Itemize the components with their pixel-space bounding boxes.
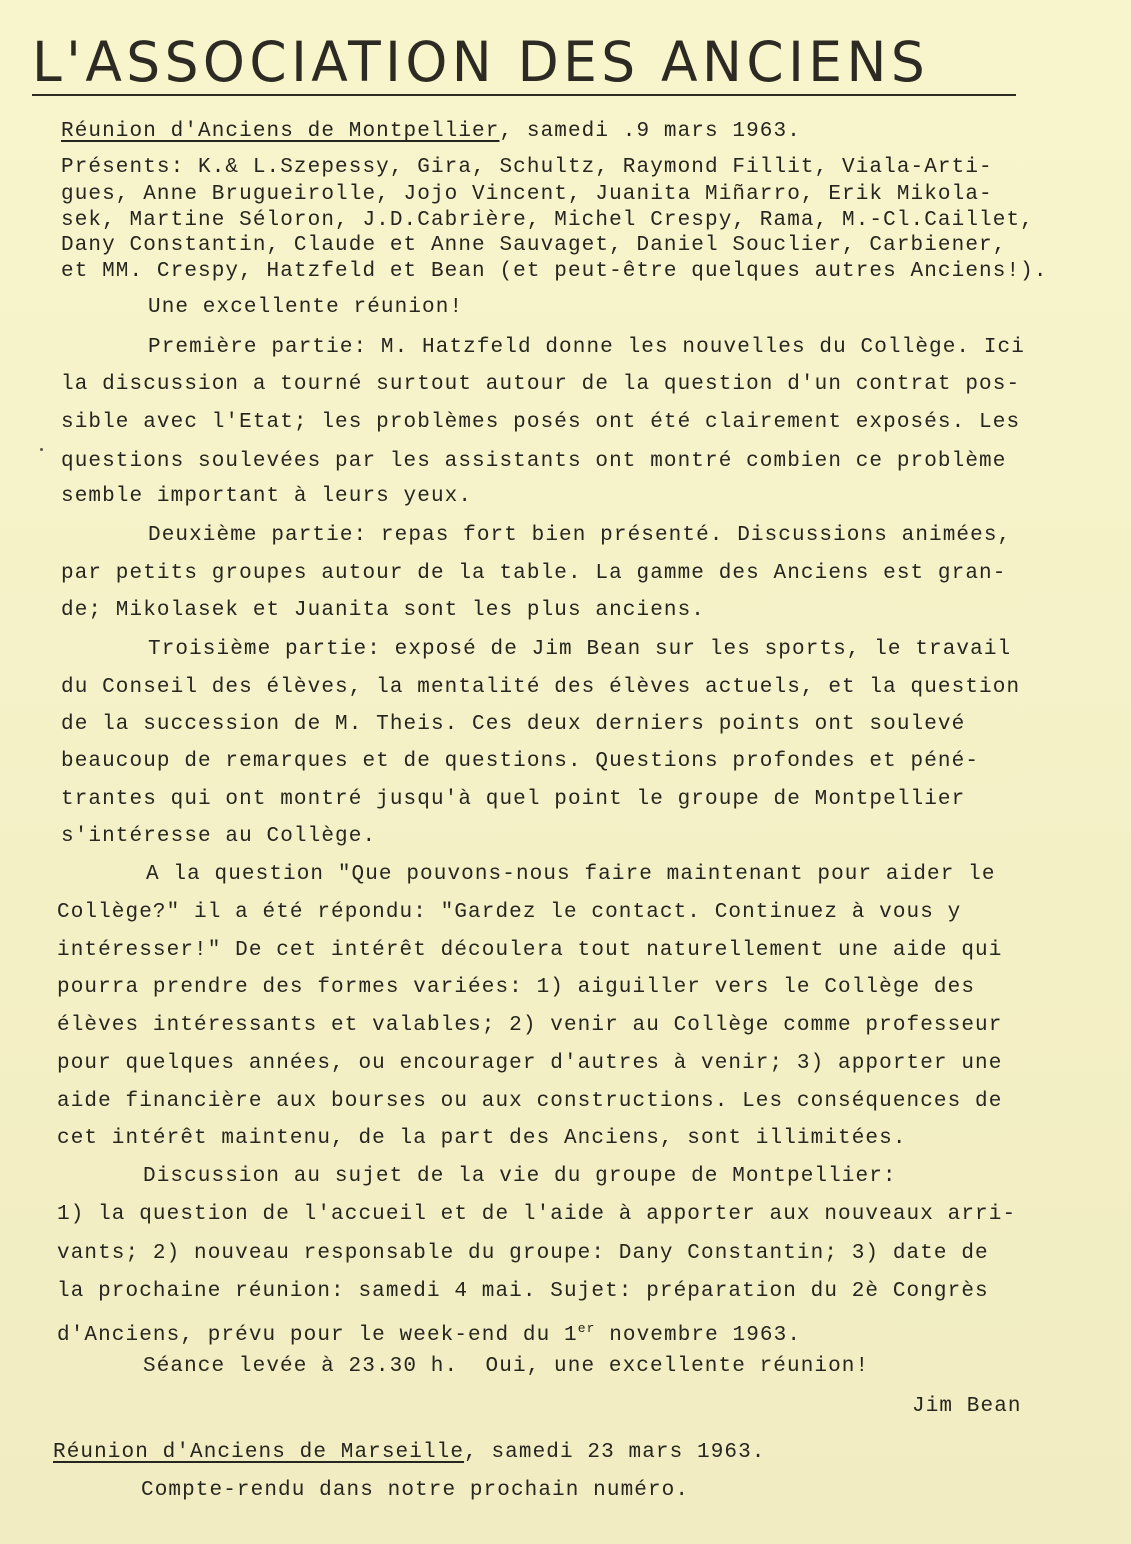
paragraph-line: par petits groupes autour de la table. La gamme des Anciens est gran-: [61, 562, 1007, 585]
paper-speck: [40, 448, 43, 451]
marseille-heading: Réunion d'Anciens de Marseille: [53, 1441, 465, 1464]
presents-line: sek, Martine Séloron, J.D.Cabrière, Michel Crespy, Rama, M.-Cl.Caillet,: [61, 209, 1034, 232]
masthead-underline: [32, 94, 1016, 96]
paragraph-line: de; Mikolasek et Juanita sont les plus anciens.: [61, 599, 705, 622]
marseille-heading-line: [53, 1440, 766, 1466]
paragraph-line: s'intéresse au Collège.: [61, 825, 377, 848]
paragraph-line: Discussion au sujet de la vie du groupe de Montpellier:: [143, 1165, 897, 1188]
paragraph-line: Deuxième partie: repas fort bien présenté. Discussions animées,: [148, 524, 1012, 547]
paragraph-line: intéresser!" De cet intérêt découlera tout naturellement une aide qui: [57, 939, 1003, 962]
paragraph-line: la discussion a tourné surtout autour de la question d'un contrat pos-: [61, 373, 1021, 396]
marseille-note: Compte-rendu dans notre prochain numéro.: [141, 1479, 690, 1502]
paragraph-line: pour quelques années, ou encourager d'autres à venir; 3) apporter une: [57, 1052, 1003, 1075]
presents-line: et MM. Crespy, Hatzfeld et Bean (et peut-être quelques autres Anciens!).: [61, 260, 1048, 283]
paragraph-line: questions soulevées par les assistants ont montré combien ce problème: [61, 450, 1007, 473]
paragraph-line: Collège?" il a été répondu: "Gardez le contact. Continuez à vous y: [57, 901, 962, 924]
paragraph-text: novembre 1963.: [595, 1324, 802, 1347]
paragraph-line: Première partie: M. Hatzfeld donne les nouvelles du Collège. Ici: [148, 336, 1025, 359]
paragraph-line: du Conseil des élèves, la mentalité des élèves actuels, et la question: [61, 676, 1021, 699]
masthead: [32, 30, 1016, 100]
paragraph-line: Troisième partie: exposé de Jim Bean sur les sports, le travail: [148, 638, 1012, 661]
paragraph-line: aide financière aux bourses ou aux constructions. Les conséquences de: [57, 1090, 1003, 1113]
signature: Jim Bean: [912, 1395, 1022, 1418]
paragraph-line: semble important à leurs yeux.: [61, 485, 473, 508]
paragraph-text: d'Anciens, prévu pour le week-end du 1: [57, 1324, 578, 1347]
paragraph-line: Une excellente réunion!: [148, 296, 464, 319]
masthead-title: L'ASSOCIATION DES ANCIENS: [32, 30, 930, 94]
paragraph-line: [57, 1316, 801, 1349]
marseille-heading-date: , samedi 23 mars 1963.: [464, 1441, 766, 1464]
paragraph-line: beaucoup de remarques et de questions. Questions profondes et péné-: [61, 750, 980, 773]
paragraph-line: trantes qui ont montré jusqu'à quel point le groupe de Montpellier: [61, 788, 966, 811]
closing-line: Séance levée à 23.30 h. Oui, une excellente réunion!: [143, 1355, 870, 1378]
paragraph-line: la prochaine réunion: samedi 4 mai. Sujet: préparation du 2è Congrès: [57, 1280, 989, 1303]
paragraph-line: A la question "Que pouvons-nous faire maintenant pour aider le: [146, 863, 996, 886]
paragraph-line: élèves intéressants et valables; 2) venir au Collège comme professeur: [57, 1014, 1003, 1037]
paragraph-line: sible avec l'Etat; les problèmes posés ont été clairement exposés. Les: [61, 411, 1021, 434]
ordinal-superscript: er: [577, 1321, 596, 1336]
paragraph-line: cet intérêt maintenu, de la part des Anciens, sont illimitées.: [57, 1127, 907, 1150]
paragraph-line: 1) la question de l'accueil et de l'aide à apporter aux nouveaux arri-: [57, 1203, 1017, 1226]
presents-line: gues, Anne Brugueirolle, Jojo Vincent, Juanita Miñarro, Erik Mikola-: [61, 183, 993, 206]
montpellier-heading-date: , samedi .9 mars 1963.: [499, 120, 801, 143]
montpellier-heading: Réunion d'Anciens de Montpellier: [61, 120, 500, 143]
presents-line: Dany Constantin, Claude et Anne Sauvaget, Daniel Souclier, Carbiener,: [61, 234, 1007, 257]
paragraph-line: de la succession de M. Theis. Ces deux derniers points ont soulevé: [61, 713, 966, 736]
presents-line: Présents: K.& L.Szepessy, Gira, Schultz, Raymond Fillit, Viala-Arti-: [61, 156, 993, 179]
montpellier-heading-line: [61, 119, 801, 145]
paragraph-line: pourra prendre des formes variées: 1) aiguiller vers le Collège des: [57, 976, 976, 999]
paragraph-line: vants; 2) nouveau responsable du groupe: Dany Constantin; 3) date de: [57, 1242, 989, 1265]
